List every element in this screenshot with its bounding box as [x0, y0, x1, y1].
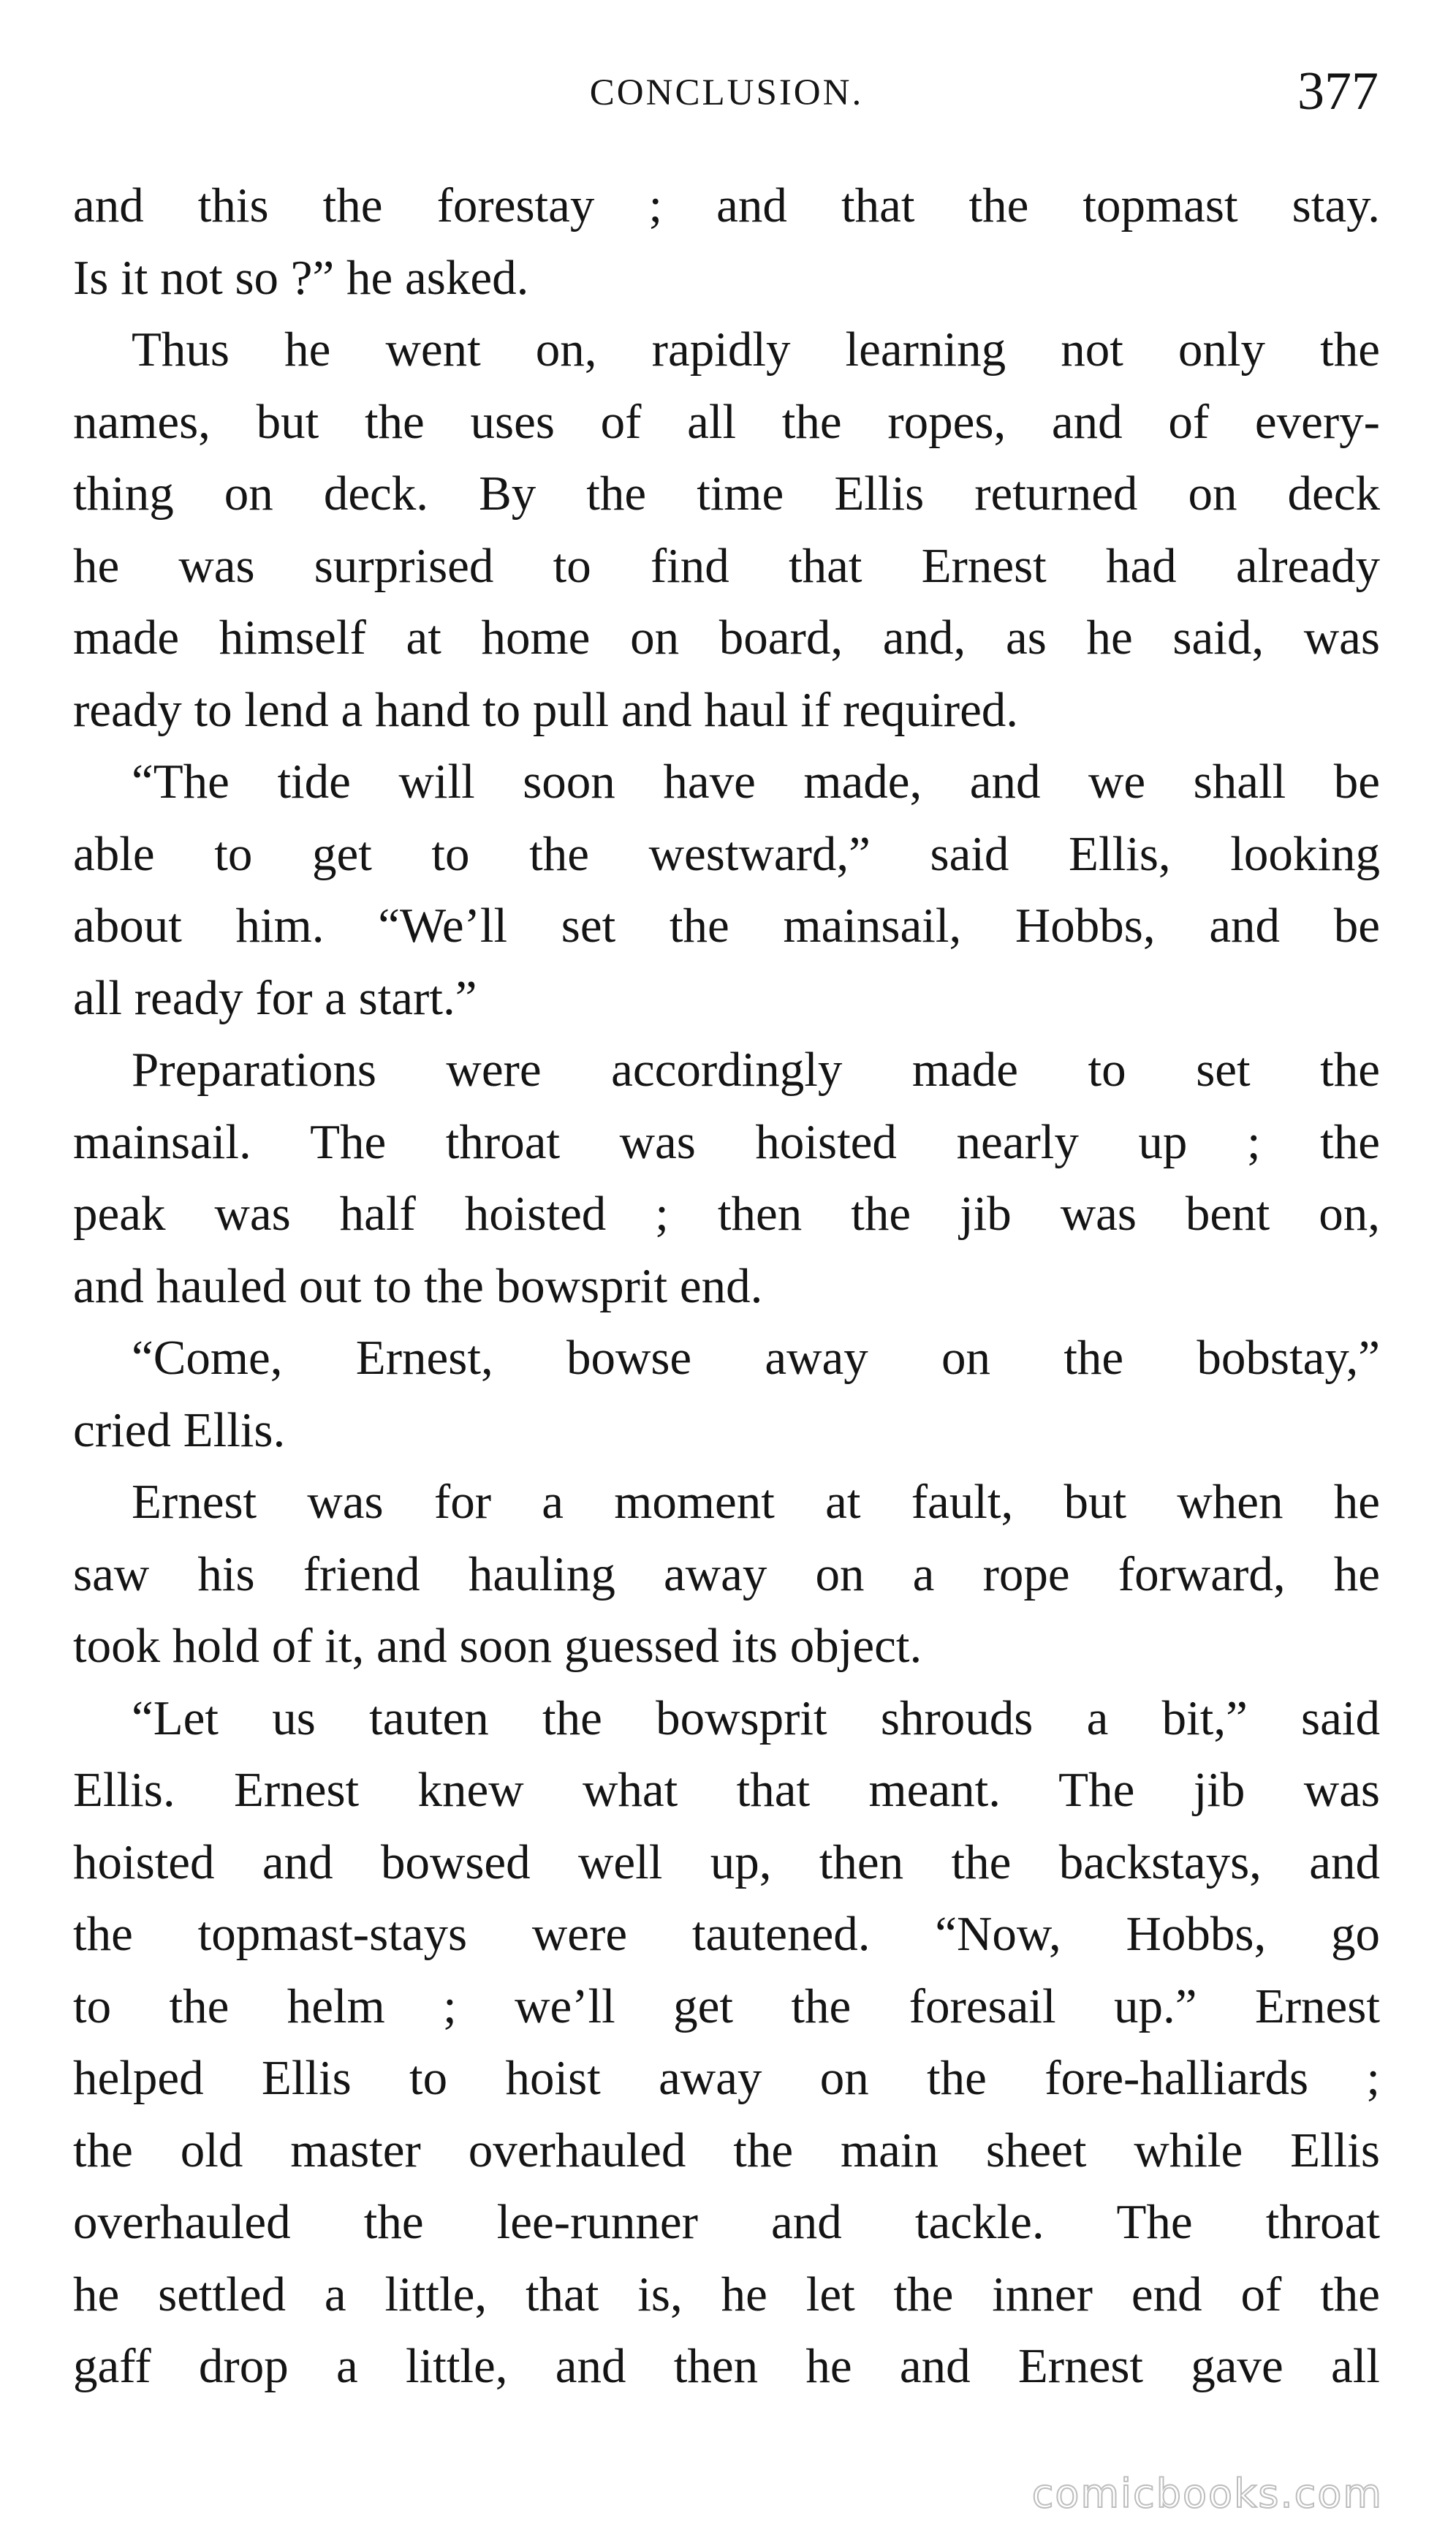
text-line: he settled a little, that is, he let the inner end of the: [73, 2267, 1380, 2321]
text-line: all ready for a start.”: [73, 970, 477, 1025]
text-line: mainsail. The throat was hoisted nearly up ; the: [73, 1114, 1380, 1169]
text-line: Is it not so ?” he asked.: [73, 250, 529, 305]
text-line: to the helm ; we’ll get the foresail up.” Ernest: [73, 1979, 1380, 2033]
text-line: Ellis. Ernest knew what that meant. The jib was: [73, 1763, 1380, 1817]
text-line: the old master overhauled the main sheet while Ellis: [73, 2123, 1380, 2177]
text-line: he was surprised to find that Ernest had already: [73, 538, 1380, 593]
text-line: able to get to the westward,” said Ellis, looking: [73, 826, 1380, 881]
text-line: “Come, Ernest, bowse away on the bobstay,”: [132, 1331, 1380, 1385]
text-line: saw his friend hauling away on a rope forward, he: [73, 1546, 1380, 1601]
text-line: Preparations were accordingly made to set the: [132, 1043, 1380, 1097]
running-head: [73, 61, 1380, 137]
text-line: and this the forestay ; and that the topmast stay.: [73, 178, 1380, 233]
text-line: took hold of it, and soon guessed its object.: [73, 1619, 922, 1673]
text-line: “The tide will soon have made, and we shall be: [132, 755, 1380, 809]
text-line: Ernest was for a moment at fault, but when he: [132, 1475, 1380, 1529]
text-line: overhauled the lee-runner and tackle. The throat: [73, 2195, 1380, 2249]
text-line: about him. “We’ll set the mainsail, Hobbs, and be: [73, 899, 1380, 953]
watermark: comicbooks.com: [1031, 2471, 1383, 2517]
text-line: peak was half hoisted ; then the jib was bent on,: [73, 1187, 1380, 1241]
page-number: 377: [1297, 61, 1379, 121]
text-line: gaff drop a little, and then he and Ernest gave all: [73, 2339, 1380, 2393]
text-line: names, but the uses of all the ropes, and of every-: [73, 394, 1380, 449]
text-line: “Let us tauten the bowsprit shrouds a bit,” said: [132, 1690, 1380, 1745]
text-line: the topmast-stays were tautened. “Now, Hobbs, go: [73, 1907, 1380, 1961]
text-line: cried Ellis.: [73, 1402, 286, 1457]
text-line: helped Ellis to hoist away on the fore-halliards ;: [73, 2051, 1380, 2105]
text-line: ready to lend a hand to pull and haul if required.: [73, 682, 1019, 737]
text-line: thing on deck. By the time Ellis returned on deck: [73, 466, 1380, 521]
text-line: hoisted and bowsed well up, then the backstays, and: [73, 1834, 1380, 1889]
body-text: [73, 170, 1380, 2403]
running-title: CONCLUSION.: [589, 72, 864, 113]
text-line: made himself at home on board, and, as he said, was: [73, 611, 1380, 665]
text-line: and hauled out to the bowsprit end.: [73, 1258, 763, 1313]
text-line: Thus he went on, rapidly learning not only the: [132, 322, 1380, 377]
